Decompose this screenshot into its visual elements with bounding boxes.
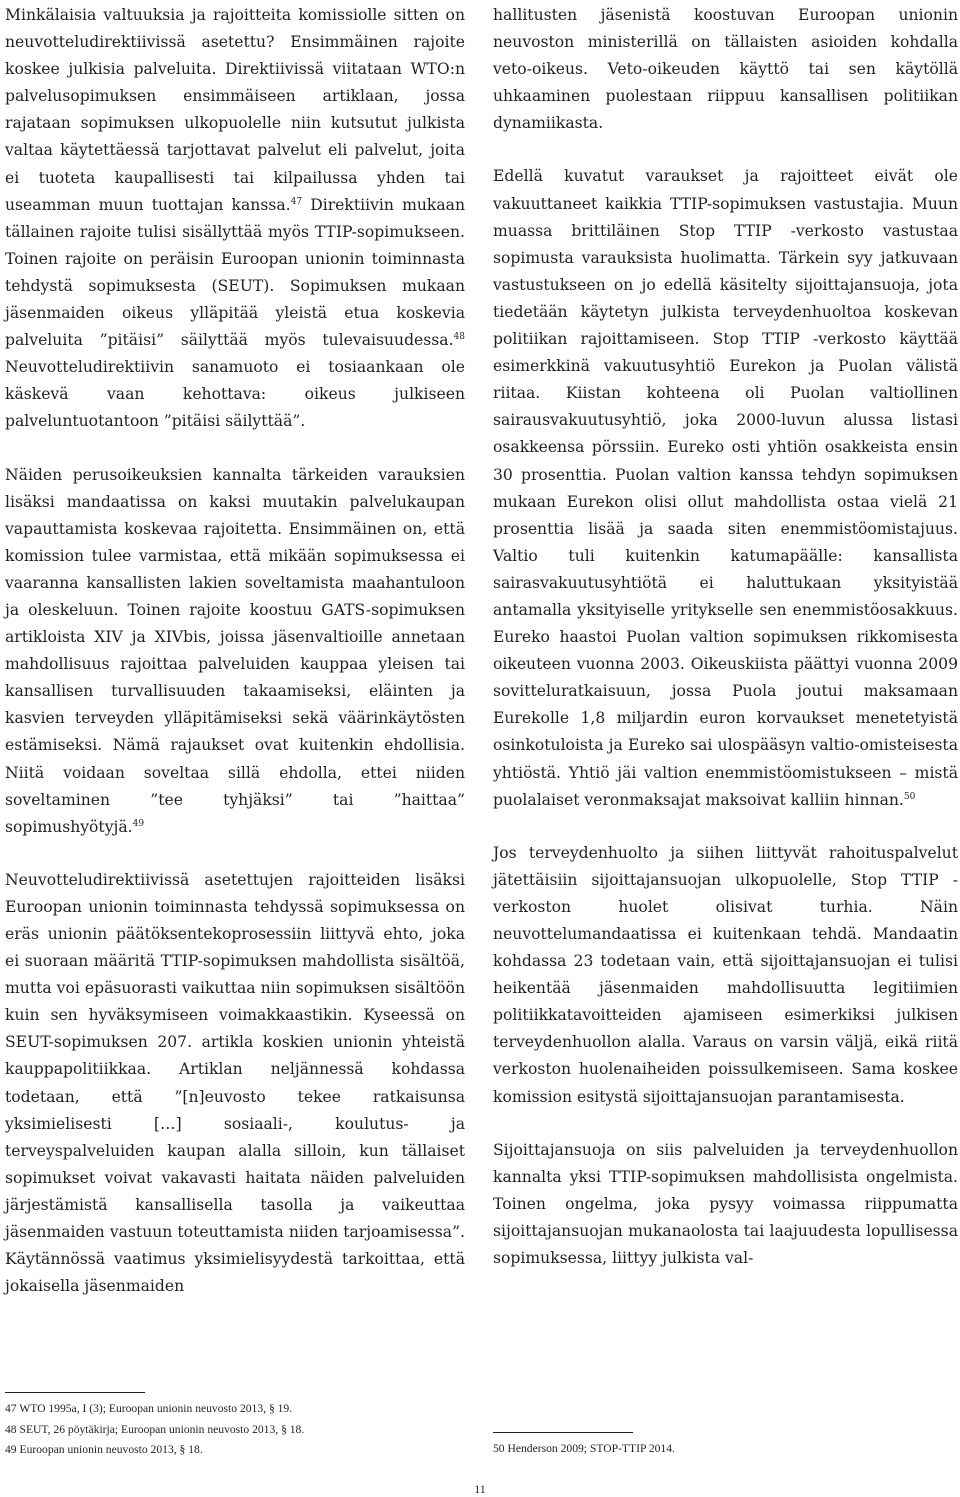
footnote: 47 WTO 1995a, I (3); Euroopan unionin neuvosto 2013, § 19. [5, 1402, 293, 1415]
paragraph-text: Sijoittajansuoja on siis palveluiden ja terveydenhuollon kannalta yksi TTIP-sopimuksen mahdollisista ongelmista. Toinen ongelma, joka pysyy voimassa riippumatta sijoittajansuojan mukanaolosta tai laajuudesta lopullisessa sopimuksessa, liittyy julkista val- [493, 1140, 958, 1268]
footnote-rule [5, 1392, 145, 1393]
footnote-reference: 47 [290, 196, 303, 207]
footnote: 50 Henderson 2009; STOP-TTIP 2014. [493, 1442, 675, 1455]
body-paragraph [493, 2, 958, 137]
text-column-right [493, 2, 958, 1272]
paragraph-text: hallitusten jäsenistä koostuvan Euroopan unionin neuvoston ministerillä on tällaisten asioiden kohdalla veto-oikeus. Veto-oikeuden käyttö tai sen käytöllä uhkaaminen puolestaan riippuu kansallisen politiikan dynamiikasta. [493, 6, 958, 133]
paragraph-text: Näiden perusoikeuksien kannalta tärkeiden varauksien lisäksi mandaatissa on kaksi muutakin palvelukaupan vapauttamista koskevaa rajoitetta. Ensimmäinen on, että komission tulee varmistaa, että mikään sopimuksessa ei vaaranna kansallisten lakien soveltamista maahantuloon ja oleskeluun. Toinen rajoite koostuu GATS-sopimuksen artikloista XIV ja XIVbis, joissa jäsenvaltioille annetaan mahdollisuus rajoittaa palveluiden kauppaa yleisen tai kansallisen turvallisuuden takaamiseksi, eläinten ja kasvien terveyden ylläpitämiseksi sekä väärinkäytösten estämiseksi. Nämä rajaukset ovat kuitenkin ehdollisia. Niitä voidaan soveltaa sillä ehdolla, ettei niiden soveltaminen ”tee tyhjäksi” tai ”haittaa” sopimushyötyjä. [5, 465, 465, 836]
body-paragraph [5, 462, 465, 841]
footnotes-left [5, 1392, 465, 1461]
body-paragraph [5, 2, 465, 436]
paragraph-text: Edellä kuvatut varaukset ja rajoitteet eivät ole vakuuttaneet kaikkia TTIP-sopimuksen vastustajia. Muun muassa brittiläinen Stop TTIP -verkosto vastustaa sopimusta varauksista huolimatta. Tärkein syy jatkuvaan vastustukseen on jo edellä käsitelty sijoittajansuoja, jota tiedetään käytetyn julkista terveydenhuoltoa koskevan politiikan rajoittamiseen. Stop TTIP -verkosto käyttää esimerkkinä vakuutusyhtiö Eurekon ja Puolan välistä riitaa. Kiistan kohteena oli Puolan valtiollinen sairausvakuutusyhtiö, joka 2000-luvun alussa listasi osakkeensa pörssiin. Eureko osti yhtiön osakkeista ensin 30 prosenttia. Puolan valtion kanssa tehdyn sopimuksen mukaan Eurekon olisi ollut mahdollista ostaa vielä 21 prosenttia lisää ja saada siten enemmistöomistajuus. Valtio tuli kuitenkin katumapäälle: kansallista sairasvakuutusyhtiötä ei haluttukaan yksityistää antamalla yksityiselle yritykselle sen enemmistöosakkuus. Eureko haastoi Puolan valtion sopimuksen rikkomisesta oikeuteen vuonna 2003. Oikeuskiista päättyi vuonna 2009 sovitteluratkaisuun, jossa Puola joutui maksamaan Eurekolle 1,8 miljardin euron korvaukset menetetyistä osinkotuloista ja Eureko sai ulospääsyn valtio-omisteisesta yhtiöstä. Yhtiö jäi valtion enemmistöomistukseen – mistä puolalaiset veronmaksajat maksoivat kalliin hinnan. [493, 167, 958, 809]
footnote-rule [493, 1432, 633, 1433]
footnote: 48 SEUT, 26 pöytäkirja; Euroopan unionin neuvosto 2013, § 18. [5, 1422, 305, 1436]
page-number: 11 [474, 1482, 486, 1496]
footnote-reference: 48 [453, 332, 465, 343]
body-paragraph [493, 840, 958, 1111]
footnote: 49 Euroopan unionin neuvosto 2013, § 18. [5, 1443, 203, 1456]
footnote-reference: 49 [132, 818, 145, 829]
paragraph-text: Neuvotteludirektiivissä asetettujen rajoitteiden lisäksi Euroopan unionin toiminnasta tehdyssä sopimuksessa on eräs unionin päätöksentekoprosessiin liittyvä ehto, joka ei suoraan määritä TTIP-sopimuksen mahdollista sisältöä, mutta voi epäsuorasti vaikuttaa niin sopimuksen sisältöön kuin sen hyväksymiseen voimakkaastikin. Kyseessä on SEUT-sopimuksen 207. artikla koskien unionin yhteistä kauppapolitiikkaa. Artiklan neljännessä kohdassa todetaan, että ”[n]euvosto tekee ratkaisunsa yksimielisesti […] sosiaali-, koulutus- ja terveyspalveluiden kaupan alalla silloin, kun tällaiset sopimukset voivat vakavasti haitata näiden palveluiden järjestämistä kansallisella tasolla ja vaikeuttaa jäsenmaiden vastuun toteuttamista niiden tarjoamisessa”. Käytännössä vaatimus yksimielisyydestä tarkoittaa, että jokaisella jäsenmaiden [5, 870, 465, 1296]
body-paragraph [493, 1137, 958, 1272]
body-paragraph [5, 867, 465, 1301]
paragraph-text: Minkälaisia valtuuksia ja rajoitteita komissiolle sitten on neuvotteludirektiivissä asetettu? Ensimmäinen rajoite koskee julkisia palveluita. Direktiivissä viitataan WTO:n palvelusopimuksen ensimmäiseen artiklaan, jossa rajataan sopimuksen ulkopuolelle niin kutsutut julkista valtaa käytettäessä tarjottavat palvelut eli palvelut, joita ei tuoteta kaupallisesti tai kilpailussa yhden tai useamman muun tuottajan kanssa. [5, 6, 465, 214]
footnote-reference: 50 [903, 791, 916, 802]
footnotes-right [493, 1432, 958, 1460]
paragraph-text: Jos terveydenhuolto ja siihen liittyvät rahoituspalvelut jätettäisiin sijoittajansuojan ulkopuolelle, Stop TTIP -verkoston huolet olisivat turhia. Näin neuvottelumandaatissa ei kuitenkaan tehdä. Mandaatin kohdassa 23 todetaan vain, että sijoittajansuojan ei tulisi heikentää jäsenmaiden mahdollisuutta legitiimien politiikkatavoitteiden ajamiseen esimerkiksi julkisen terveydenhuollon alalla. Varaus on varsin väljä, eikä riitä verkoston huolenaiheiden poissulkemiseen. Sama koskee komission esitystä sijoittajansuojan parantamisesta. [493, 843, 958, 1106]
text-column-left [5, 2, 465, 1300]
paragraph-text: Neuvotteludirektiivin sanamuoto ei tosiaankaan ole käskevä vaan kehottava: oikeus julkiseen palveluntuotantoon ”pitäisi säilyttää”. [5, 358, 465, 431]
paragraph-text: Direktiivin mukaan tällainen rajoite tulisi sisällyttää myös TTIP-sopimukseen. Toinen rajoite on peräisin Euroopan unionin toiminnasta tehdystä sopimuksesta (SEUT). Sopimuksen mukaan jäsenmaiden oikeus ylläpitää yleistä etua koskevia palveluita ”pitäisi” säilyttää myös tulevaisuudessa. [5, 195, 465, 350]
body-paragraph [493, 163, 958, 813]
